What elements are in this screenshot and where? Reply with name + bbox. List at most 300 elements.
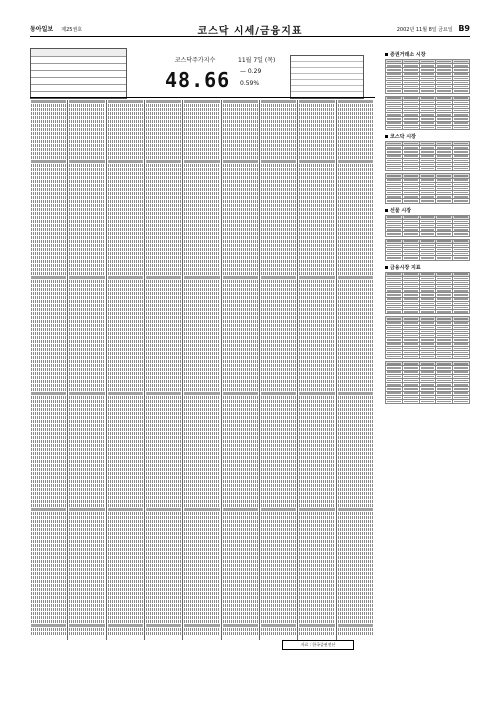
- stock-row: [338, 184, 373, 187]
- bullet-icon: [385, 266, 388, 269]
- source-note: 자료 : 한국증권전산: [282, 640, 354, 650]
- stock-row: [184, 124, 219, 127]
- stock-row: [261, 532, 296, 535]
- stock-row: [261, 444, 296, 447]
- stock-row: [108, 540, 143, 543]
- stock-row: [184, 280, 219, 283]
- stock-row: [69, 184, 104, 187]
- stock-row: [299, 196, 334, 199]
- market-table: [385, 272, 470, 315]
- stock-row: [223, 444, 258, 447]
- stock-row: [299, 116, 334, 119]
- stock-row: [31, 368, 66, 371]
- stock-row: [31, 112, 66, 115]
- stock-row: [299, 436, 334, 439]
- stock-row: [261, 308, 296, 311]
- stock-row: [223, 168, 258, 171]
- stock-row: [338, 132, 373, 135]
- stock-row: [31, 168, 66, 171]
- stock-row: [146, 192, 181, 195]
- stock-row: [261, 448, 296, 451]
- stock-row: [261, 404, 296, 407]
- stock-row: [146, 132, 181, 135]
- stock-row: [146, 584, 181, 587]
- stock-row: [338, 188, 373, 191]
- stock-row: [184, 200, 219, 203]
- stock-row: [299, 544, 334, 547]
- stock-row: [223, 412, 258, 415]
- stock-row: [146, 520, 181, 523]
- stock-row: [338, 192, 373, 195]
- stock-row: [299, 408, 334, 411]
- stock-row: [184, 364, 219, 367]
- stock-row: [223, 452, 258, 455]
- stock-row: [146, 124, 181, 127]
- stock-row: [338, 116, 373, 119]
- stock-row: [223, 572, 258, 575]
- stock-row: [146, 624, 181, 627]
- stock-row: [184, 292, 219, 295]
- stock-row: [338, 252, 373, 255]
- stock-row: [299, 480, 334, 483]
- stock-row: [261, 592, 296, 595]
- stock-row: [299, 564, 334, 567]
- stock-row: [223, 316, 258, 319]
- stock-row: [69, 472, 104, 475]
- stock-row: [261, 212, 296, 215]
- stock-row: [108, 456, 143, 459]
- section-title: [385, 207, 470, 214]
- stock-row: [261, 612, 296, 615]
- stock-row: [146, 320, 181, 323]
- stock-row: [31, 260, 66, 263]
- stock-row: [69, 220, 104, 223]
- stock-row: [184, 516, 219, 519]
- stock-row: [108, 484, 143, 487]
- stock-row: [108, 552, 143, 555]
- stock-row: [338, 584, 373, 587]
- stock-row: [299, 292, 334, 295]
- stock-row: [299, 296, 334, 299]
- section-title-text: 선물 시장: [390, 207, 412, 214]
- stock-row: [108, 476, 143, 479]
- stock-row: [184, 328, 219, 331]
- stock-row: [299, 380, 334, 383]
- stock-row: [184, 208, 219, 211]
- listing-column: [222, 100, 260, 640]
- stock-row: [69, 156, 104, 159]
- stock-row: [31, 252, 66, 255]
- stock-row: [223, 108, 258, 111]
- stock-row: [31, 124, 66, 127]
- stock-row: [108, 412, 143, 415]
- stock-row: [146, 424, 181, 427]
- stock-row: [108, 592, 143, 595]
- stock-row: [31, 316, 66, 319]
- stock-row: [146, 264, 181, 267]
- stock-row: [108, 340, 143, 343]
- stock-row: [223, 376, 258, 379]
- stock-row: [223, 396, 258, 399]
- stock-row: [31, 220, 66, 223]
- stock-row: [146, 156, 181, 159]
- stock-row: [146, 504, 181, 507]
- stock-row: [69, 352, 104, 355]
- stock-row: [184, 476, 219, 479]
- stock-row: [146, 340, 181, 343]
- stock-row: [146, 444, 181, 447]
- stock-row: [261, 460, 296, 463]
- stock-row: [31, 556, 66, 559]
- stock-row: [338, 588, 373, 591]
- stock-row: [31, 596, 66, 599]
- stock-row: [299, 604, 334, 607]
- stock-row: [31, 624, 66, 627]
- stock-row: [338, 276, 373, 279]
- stock-row: [108, 304, 143, 307]
- stock-row: [223, 320, 258, 323]
- stock-row: [146, 280, 181, 283]
- stock-row: [223, 200, 258, 203]
- stock-row: [299, 616, 334, 619]
- stock-row: [31, 572, 66, 575]
- stock-row: [338, 388, 373, 391]
- stock-row: [69, 624, 104, 627]
- stock-row: [108, 432, 143, 435]
- stock-row: [69, 432, 104, 435]
- stock-row: [184, 256, 219, 259]
- stock-row: [31, 372, 66, 375]
- stock-row: [31, 160, 66, 163]
- stock-row: [338, 556, 373, 559]
- stock-row: [108, 316, 143, 319]
- stock-row: [223, 216, 258, 219]
- stock-row: [31, 344, 66, 347]
- stock-row: [69, 252, 104, 255]
- listing-column-header: [299, 100, 334, 103]
- stock-row: [338, 372, 373, 375]
- stock-row: [299, 532, 334, 535]
- stock-row: [338, 296, 373, 299]
- stock-row: [146, 348, 181, 351]
- stock-row: [299, 576, 334, 579]
- stock-row: [223, 208, 258, 211]
- stock-row: [108, 384, 143, 387]
- stock-row: [299, 324, 334, 327]
- stock-row: [223, 512, 258, 515]
- stock-row: [184, 196, 219, 199]
- stock-row: [69, 448, 104, 451]
- stock-row: [299, 624, 334, 627]
- stock-row: [223, 328, 258, 331]
- stock-row: [223, 492, 258, 495]
- stock-row: [146, 432, 181, 435]
- stock-row: [261, 164, 296, 167]
- stock-row: [223, 364, 258, 367]
- listing-column: [183, 100, 221, 640]
- stock-row: [223, 336, 258, 339]
- stock-row: [299, 220, 334, 223]
- stock-row: [146, 316, 181, 319]
- stock-row: [184, 532, 219, 535]
- stock-row: [184, 120, 219, 123]
- stock-row: [299, 556, 334, 559]
- stock-row: [146, 524, 181, 527]
- stock-row: [146, 576, 181, 579]
- stock-row: [108, 284, 143, 287]
- stock-row: [69, 292, 104, 295]
- stock-row: [69, 500, 104, 503]
- stock-row: [184, 284, 219, 287]
- stock-row: [338, 516, 373, 519]
- stock-row: [108, 332, 143, 335]
- stock-row: [223, 368, 258, 371]
- stock-row: [299, 180, 334, 183]
- stock-row: [223, 360, 258, 363]
- stock-row: [299, 200, 334, 203]
- stock-row: [108, 128, 143, 131]
- stock-row: [299, 316, 334, 319]
- stock-row: [223, 592, 258, 595]
- listing-column-header: [261, 100, 296, 103]
- stock-row: [31, 120, 66, 123]
- stock-row: [338, 392, 373, 395]
- stock-row: [338, 572, 373, 575]
- stock-row: [338, 260, 373, 263]
- stock-row: [338, 484, 373, 487]
- stock-row: [299, 424, 334, 427]
- stock-row: [146, 372, 181, 375]
- stock-row: [69, 164, 104, 167]
- stock-row: [108, 144, 143, 147]
- stock-row: [31, 140, 66, 143]
- stock-row: [223, 264, 258, 267]
- stock-row: [261, 260, 296, 263]
- stock-row: [184, 428, 219, 431]
- stock-row: [146, 412, 181, 415]
- stock-row: [184, 264, 219, 267]
- stock-row: [338, 404, 373, 407]
- stock-row: [31, 184, 66, 187]
- stock-row: [184, 192, 219, 195]
- stock-row: [31, 608, 66, 611]
- stock-row: [261, 344, 296, 347]
- stock-row: [69, 488, 104, 491]
- market-sidebar: [385, 48, 470, 663]
- stock-row: [261, 424, 296, 427]
- stock-row: [223, 628, 258, 631]
- listing-column: [337, 100, 374, 640]
- stock-row: [31, 632, 66, 635]
- stock-row: [261, 412, 296, 415]
- stock-row: [261, 208, 296, 211]
- stock-row: [31, 392, 66, 395]
- stock-row: [184, 576, 219, 579]
- stock-row: [338, 568, 373, 571]
- issue-date: 2002년 11월 8일 금요일: [396, 27, 453, 33]
- stock-row: [108, 536, 143, 539]
- stock-row: [338, 180, 373, 183]
- stock-row: [31, 180, 66, 183]
- stock-row: [31, 524, 66, 527]
- stock-row: [223, 432, 258, 435]
- stock-row: [299, 288, 334, 291]
- stock-row: [299, 160, 334, 163]
- stock-row: [184, 612, 219, 615]
- stock-row: [184, 600, 219, 603]
- stock-row: [223, 128, 258, 131]
- stock-row: [146, 480, 181, 483]
- stock-row: [31, 384, 66, 387]
- stock-row: [338, 204, 373, 207]
- stock-row: [223, 212, 258, 215]
- stock-row: [31, 516, 66, 519]
- stock-row: [108, 156, 143, 159]
- stock-row: [69, 204, 104, 207]
- stock-row: [184, 368, 219, 371]
- stock-row: [184, 104, 219, 107]
- stock-row: [338, 596, 373, 599]
- stock-row: [223, 472, 258, 475]
- stock-row: [146, 404, 181, 407]
- market-table: [385, 316, 470, 359]
- stock-row: [223, 156, 258, 159]
- stock-row: [69, 152, 104, 155]
- stock-row: [146, 176, 181, 179]
- stock-row: [69, 324, 104, 327]
- stock-row: [69, 172, 104, 175]
- stock-row: [108, 252, 143, 255]
- stock-row: [69, 596, 104, 599]
- section-title-text: 증권거래소 시장: [390, 52, 426, 58]
- stock-row: [223, 536, 258, 539]
- stock-row: [299, 516, 334, 519]
- stock-row: [69, 276, 104, 279]
- stock-row: [338, 248, 373, 251]
- stock-row: [338, 608, 373, 611]
- stock-row: [108, 152, 143, 155]
- stock-row: [108, 472, 143, 475]
- stock-row: [146, 428, 181, 431]
- stock-row: [223, 404, 258, 407]
- stock-row: [338, 624, 373, 627]
- stock-row: [184, 108, 219, 111]
- stock-row: [299, 524, 334, 527]
- stock-row: [184, 416, 219, 419]
- stock-row: [31, 360, 66, 363]
- stock-row: [146, 512, 181, 515]
- stock-row: [69, 344, 104, 347]
- stock-row: [223, 508, 258, 511]
- stock-row: [184, 360, 219, 363]
- stock-row: [146, 368, 181, 371]
- stock-row: [223, 192, 258, 195]
- stock-row: [261, 596, 296, 599]
- stock-row: [299, 148, 334, 151]
- stock-row: [31, 612, 66, 615]
- stock-row: [184, 456, 219, 459]
- stock-row: [31, 628, 66, 631]
- stock-row: [184, 300, 219, 303]
- section-title-text: 코스닥 시장: [390, 134, 416, 140]
- stock-row: [223, 188, 258, 191]
- stock-row: [223, 228, 258, 231]
- stock-row: [338, 364, 373, 367]
- stock-row: [108, 360, 143, 363]
- stock-row: [108, 444, 143, 447]
- stock-row: [31, 212, 66, 215]
- stock-row: [69, 576, 104, 579]
- stock-row: [299, 276, 334, 279]
- stock-row: [146, 436, 181, 439]
- stock-row: [31, 444, 66, 447]
- stock-row: [31, 352, 66, 355]
- stock-row: [299, 348, 334, 351]
- stock-row: [299, 396, 334, 399]
- stock-row: [146, 244, 181, 247]
- stock-row: [261, 280, 296, 283]
- bullet-icon: [385, 209, 388, 212]
- stock-row: [261, 608, 296, 611]
- stock-row: [184, 544, 219, 547]
- stock-row: [261, 244, 296, 247]
- stock-row: [261, 476, 296, 479]
- stock-row: [108, 160, 143, 163]
- market-table: [385, 239, 470, 261]
- stock-row: [261, 200, 296, 203]
- stock-row: [108, 596, 143, 599]
- stock-row: [31, 528, 66, 531]
- listing-column: [68, 100, 106, 640]
- stock-row: [69, 272, 104, 275]
- stock-row: [338, 328, 373, 331]
- stock-row: [299, 484, 334, 487]
- stock-row: [338, 200, 373, 203]
- stock-row: [261, 348, 296, 351]
- stock-row: [223, 176, 258, 179]
- stock-row: [69, 392, 104, 395]
- stock-row: [31, 176, 66, 179]
- stock-row: [299, 440, 334, 443]
- stock-row: [146, 588, 181, 591]
- stock-row: [261, 564, 296, 567]
- stock-row: [146, 184, 181, 187]
- stock-row: [146, 508, 181, 511]
- stock-row: [108, 492, 143, 495]
- stock-row: [299, 512, 334, 515]
- stock-row: [299, 608, 334, 611]
- stock-row: [299, 252, 334, 255]
- stock-row: [108, 296, 143, 299]
- stock-row: [299, 404, 334, 407]
- stock-row: [261, 488, 296, 491]
- stock-row: [31, 476, 66, 479]
- stock-row: [108, 616, 143, 619]
- stock-row: [338, 268, 373, 271]
- stock-row: [146, 500, 181, 503]
- stock-row: [299, 376, 334, 379]
- stock-row: [69, 212, 104, 215]
- stock-row: [261, 584, 296, 587]
- stock-row: [146, 256, 181, 259]
- stock-row: [69, 308, 104, 311]
- stock-row: [299, 392, 334, 395]
- bullet-icon: [385, 53, 388, 56]
- stock-row: [261, 552, 296, 555]
- stock-row: [31, 600, 66, 603]
- stock-row: [108, 496, 143, 499]
- stock-row: [184, 436, 219, 439]
